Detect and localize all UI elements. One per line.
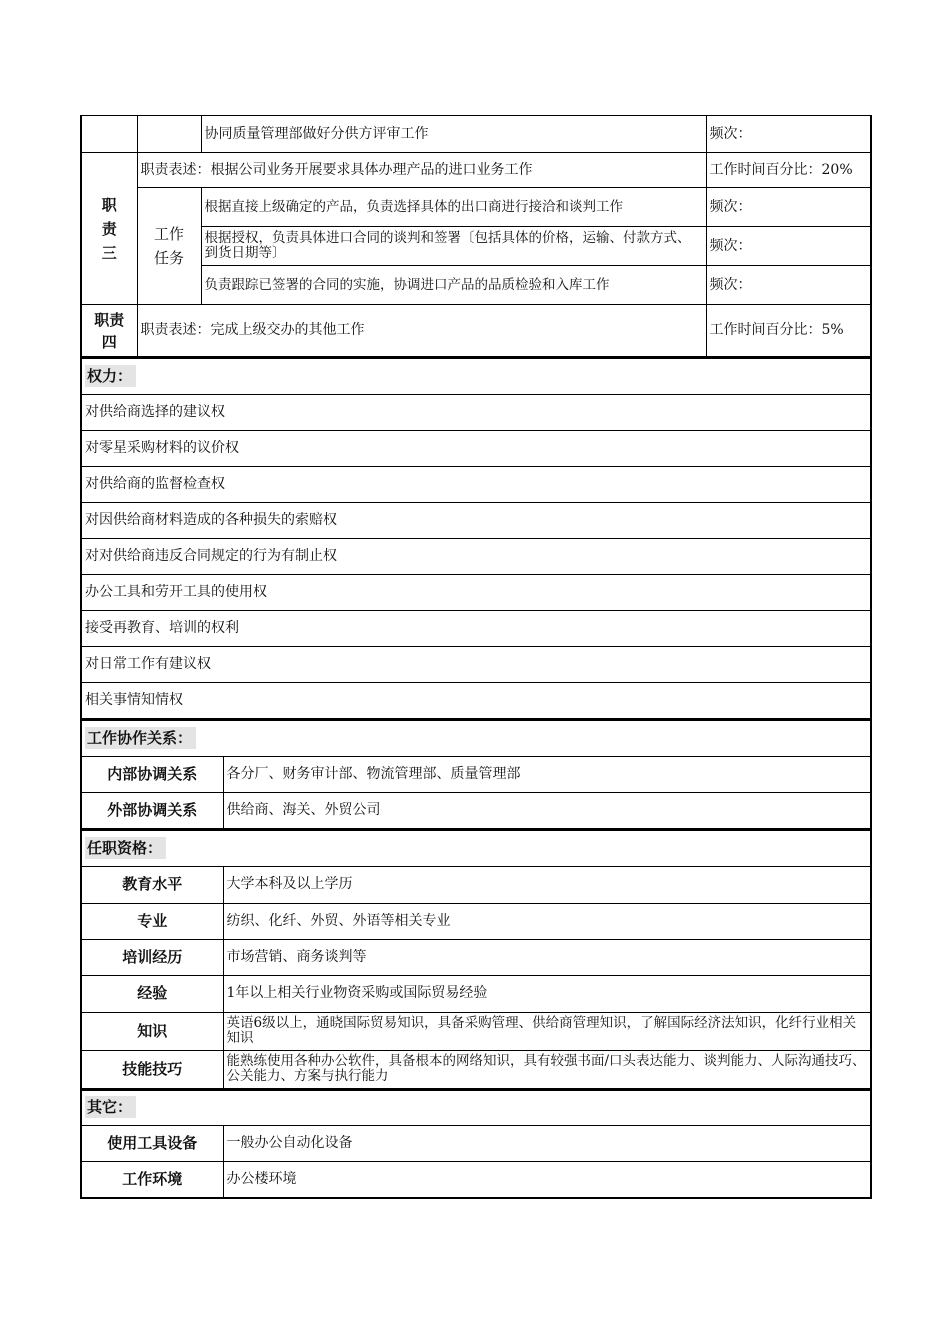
row-value: 供给商、海关、外贸公司: [223, 793, 871, 829]
table-row: [81, 1012, 871, 1050]
row-label: 专业: [81, 903, 223, 939]
table-row: [81, 188, 871, 227]
row-label: 使用工具设备: [81, 1126, 223, 1162]
row-value: 能熟练使用各种办公软件，具备根本的网络知识，具有较强书面/口头表达能力、谈判能力、人际沟通技巧、公关能力、方案与执行能力: [223, 1050, 871, 1088]
list-item: 对对供给商违反合同规定的行为有制止权: [81, 538, 871, 574]
table-row: [81, 116, 871, 153]
row-label: 经验: [81, 975, 223, 1012]
table-row: [81, 1162, 871, 1198]
task-text: 负责跟踪已签署的合同的实施，协调进口产品的品质检验和入库工作: [201, 266, 706, 305]
row-label: 技能技巧: [81, 1050, 223, 1088]
work-task-label: 工作 任务: [137, 188, 201, 305]
list-item: 接受再教育、培训的权利: [81, 610, 871, 646]
duty-4-percent: 工作时间百分比：5%: [706, 305, 871, 357]
row-label: 培训经历: [81, 939, 223, 975]
section-title-cooperation: 工作协作关系：: [81, 720, 871, 757]
list-item: 对零星采购材料的议价权: [81, 430, 871, 466]
row-value: 纺织、化纤、外贸、外语等相关专业: [223, 903, 871, 939]
row-label: 工作环境: [81, 1162, 223, 1198]
authority-table: [80, 357, 872, 719]
table-row: [81, 1050, 871, 1088]
task-text: 根据授权，负责具体进口合同的谈判和签署〔包括具体的价格，运输、付款方式、到货日期等〕: [201, 227, 706, 266]
duty-3-label: 职 责 三: [81, 153, 137, 305]
section-title-authority: 权力：: [81, 358, 871, 394]
row-value: 各分厂、财务审计部、物流管理部、质量管理部: [223, 757, 871, 793]
table-row: [81, 1126, 871, 1162]
duty-3-percent: 工作时间百分比：20%: [706, 153, 871, 188]
table-row: [81, 903, 871, 939]
duty-4-label: 职责 四: [81, 305, 137, 357]
frequency-label: 频次：: [706, 266, 871, 305]
row-label: 外部协调关系: [81, 793, 223, 829]
other-table: [80, 1089, 872, 1199]
qualification-table: [80, 829, 872, 1089]
list-item: 对因供给商材料造成的各种损失的索赔权: [81, 502, 871, 538]
section-title-qualification: 任职资格：: [81, 830, 871, 866]
duty-3-statement: 职责表述：根据公司业务开展要求具体办理产品的进口业务工作: [137, 153, 706, 188]
row-value: 大学本科及以上学历: [223, 866, 871, 903]
duties-table: [80, 115, 872, 357]
row-value: 办公楼环境: [223, 1162, 871, 1198]
table-row: [81, 793, 871, 829]
table-row: [81, 720, 871, 757]
list-item: 对日常工作有建议权: [81, 646, 871, 682]
table-row: [81, 939, 871, 975]
table-row: [81, 757, 871, 793]
row-label: 知识: [81, 1012, 223, 1050]
job-description-sheet: [80, 115, 870, 1199]
table-row: [81, 153, 871, 188]
row-label: 内部协调关系: [81, 757, 223, 793]
table-row: [81, 975, 871, 1012]
table-row: [81, 1090, 871, 1126]
row-value: 1年以上相关行业物资采购或国际贸易经验: [223, 975, 871, 1012]
table-row: [81, 358, 871, 394]
row-value: 市场营销、商务谈判等: [223, 939, 871, 975]
frequency-label: 频次：: [706, 188, 871, 227]
table-row: [81, 830, 871, 866]
row-label: 教育水平: [81, 866, 223, 903]
table-row: [81, 866, 871, 903]
duty-4-statement: 职责表述：完成上级交办的其他工作: [137, 305, 706, 357]
row-value: 英语6级以上，通晓国际贸易知识，具备采购管理、供给商管理知识，了解国际经济法知识，化纤行业相关知识: [223, 1012, 871, 1050]
frequency-label: 频次：: [706, 227, 871, 266]
task-text: 协同质量管理部做好分供方评审工作: [201, 116, 706, 153]
cooperation-table: [80, 719, 872, 830]
task-text: 根据直接上级确定的产品，负责选择具体的出口商进行接洽和谈判工作: [201, 188, 706, 227]
list-item: 相关事情知情权: [81, 682, 871, 718]
list-item: 对供给商选择的建议权: [81, 394, 871, 430]
section-title-other: 其它：: [81, 1090, 871, 1126]
list-item: 对供给商的监督检查权: [81, 466, 871, 502]
frequency-label: 频次：: [706, 116, 871, 153]
row-value: 一般办公自动化设备: [223, 1126, 871, 1162]
table-row: [81, 305, 871, 357]
list-item: 办公工具和劳开工具的使用权: [81, 574, 871, 610]
